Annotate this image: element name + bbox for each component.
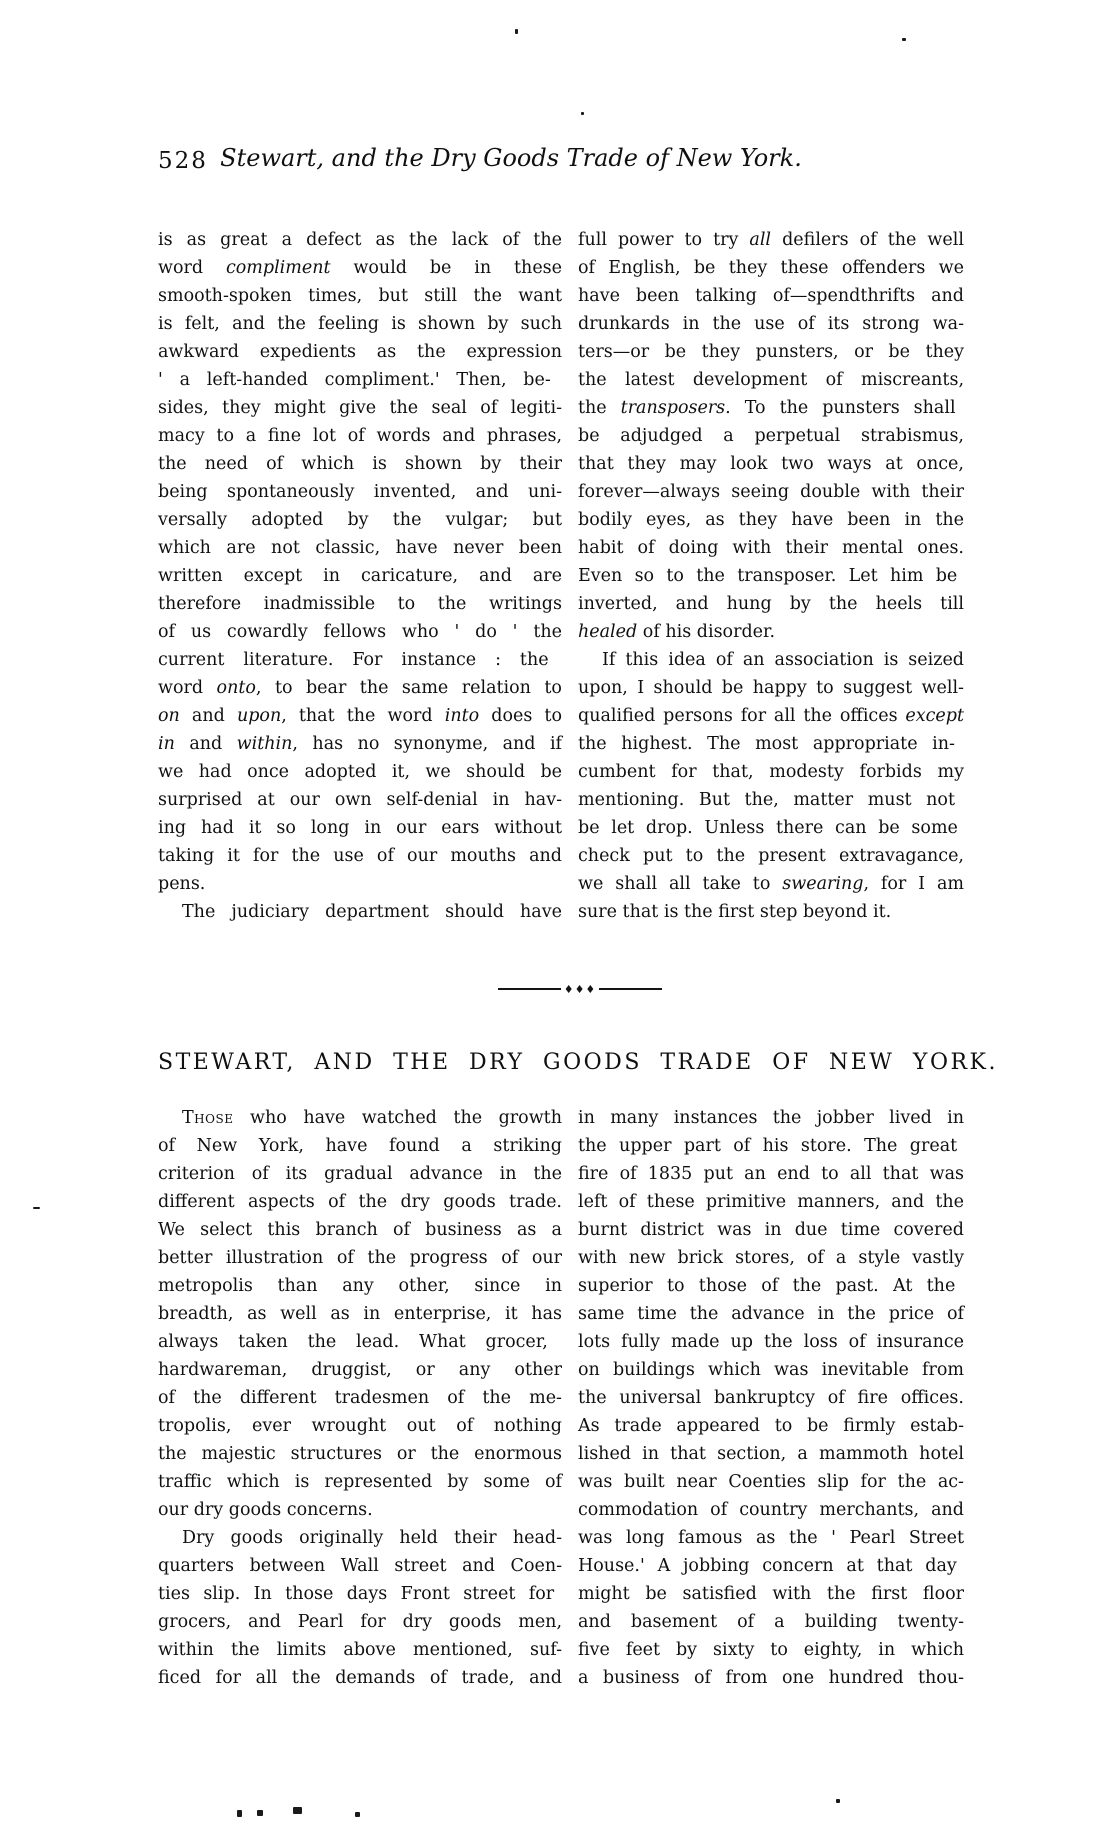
- text-line: ficed for all the demands of trade, and: [158, 1668, 562, 1688]
- running-head: [158, 144, 964, 184]
- left-column: [158, 226, 562, 926]
- right-column: [578, 1104, 964, 1692]
- text-line: being spontaneously invented, and uni-: [158, 482, 563, 502]
- text-line: might be satisfied with the first floor: [578, 1584, 965, 1604]
- text-line: sides, they might give the seal of legiti-: [158, 398, 562, 418]
- text-line: the upper part of his store. The great: [578, 1136, 958, 1156]
- text-line: ties slip. In those days Front street for: [158, 1584, 555, 1604]
- text-line: macy to a fine lot of words and phrases,: [158, 426, 563, 446]
- section-stewart-article: [158, 1104, 964, 1692]
- text-line: drunkards in the use of its strong wa-: [578, 314, 964, 334]
- text-line: the latest development of miscreants,: [578, 370, 965, 390]
- text-line: surprised at our own self-denial in hav-: [158, 790, 562, 810]
- text-line: check put to the present extravagance,: [578, 846, 964, 866]
- text-line: always taken the lead. What grocer,: [158, 1332, 548, 1352]
- text-line: better illustration of the progress of our: [158, 1248, 562, 1268]
- text-line: grocers, and Pearl for dry goods men,: [158, 1612, 563, 1632]
- section-essay-conclusion: [158, 226, 964, 926]
- text-line: tropolis, ever wrought out of nothing: [158, 1416, 562, 1436]
- right-column: [578, 226, 964, 926]
- text-line: burnt district was in due time covered: [578, 1220, 964, 1240]
- text-line: the transposers. To the punsters shall: [578, 398, 956, 418]
- scan-speck: [257, 1810, 263, 1816]
- text-line: criterion of its gradual advance in the: [158, 1164, 563, 1184]
- text-line: have been talking of—spendthrifts and: [578, 286, 964, 306]
- scan-speck: [237, 1810, 242, 1817]
- text-line: be let drop. Unless there can be some: [578, 818, 958, 838]
- scan-speck: [293, 1807, 302, 1814]
- text-line: a business of from one hundred thou-: [578, 1668, 965, 1688]
- left-column: [158, 1104, 562, 1692]
- text-line: on buildings which was inevitable from: [578, 1360, 965, 1380]
- text-line: inverted, and hung by the heels till: [578, 594, 965, 614]
- text-line: that they may look two ways at once,: [578, 454, 964, 474]
- text-line: word onto, to bear the same relation to: [158, 678, 562, 698]
- scan-speck: [355, 1812, 360, 1817]
- text-line: traffic which is represented by some of: [158, 1472, 563, 1492]
- text-line: five feet by sixty to eighty, in which: [578, 1640, 964, 1660]
- text-line: of English, be they these offenders we: [578, 258, 964, 278]
- text-line: of the different tradesmen of the me-: [158, 1388, 562, 1408]
- text-line: left of these primitive manners, and the: [578, 1192, 965, 1212]
- text-line: quarters between Wall street and Coen-: [158, 1556, 563, 1576]
- text-line: different aspects of the dry goods trade.: [158, 1192, 562, 1212]
- text-line: ' a left-handed compliment.' Then, be-: [158, 370, 551, 390]
- text-line: of New York, have found a striking: [158, 1136, 562, 1156]
- text-line: word compliment would be in these: [158, 258, 563, 278]
- page-number: 528: [158, 148, 208, 174]
- divider-rule-left: [498, 988, 561, 990]
- text-line: current literature. For instance : the: [158, 650, 549, 670]
- text-line: the universal bankruptcy of fire offices.: [578, 1388, 964, 1408]
- text-line: We select this branch of business as a: [158, 1220, 562, 1240]
- text-line: cumbent for that, modesty forbids my: [578, 762, 964, 782]
- text-line: forever—always seeing double with their: [578, 482, 964, 502]
- scan-speck: [33, 1207, 40, 1209]
- text-line: in many instances the jobber lived in: [578, 1108, 964, 1128]
- text-line: taking it for the use of our mouths and: [158, 846, 563, 866]
- text-line: versally adopted by the vulgar; but: [158, 510, 562, 530]
- text-line: be adjudged a perpetual strabismus,: [578, 426, 964, 446]
- scan-speck: [902, 38, 906, 41]
- text-line: upon, I should be happy to suggest well-: [578, 678, 964, 698]
- running-title: Stewart, and the Dry Goods Trade of New York.: [220, 144, 802, 172]
- text-line: smooth-spoken times, but still the want: [158, 286, 562, 306]
- text-line: ing had it so long in our ears without: [158, 818, 563, 838]
- text-line: superior to those of the past. At the: [578, 1276, 956, 1296]
- text-line: mentioning. But the, matter must not: [578, 790, 955, 810]
- text-line: hardwareman, druggist, or any other: [158, 1360, 562, 1380]
- scan-speck: [581, 112, 584, 115]
- text-line: House.' A jobbing concern at that day: [578, 1556, 957, 1576]
- text-line: Dry goods originally held their head-: [182, 1528, 563, 1548]
- text-line: The judiciary department should have: [182, 902, 562, 922]
- text-line: therefore inadmissible to the writings: [158, 594, 562, 614]
- text-line: written except in caricature, and are: [158, 566, 563, 586]
- text-line: lished in that section, a mammoth hotel: [578, 1444, 964, 1464]
- text-line: is felt, and the feeling is shown by such: [158, 314, 562, 334]
- text-line: breadth, as well as in enterprise, it has: [158, 1304, 562, 1324]
- text-line: the highest. The most appropriate in-: [578, 734, 955, 754]
- text-line: healed of his disorder.: [578, 622, 776, 642]
- text-line: If this idea of an association is seized: [602, 650, 965, 670]
- text-line: in and within, has no synonyme, and if: [158, 734, 563, 754]
- text-line: Even so to the transposer. Let him be: [578, 566, 958, 586]
- text-line: the need of which is shown by their: [158, 454, 562, 474]
- text-line: qualified persons for all the offices except: [578, 706, 965, 726]
- text-line: was built near Coenties slip for the ac-: [578, 1472, 964, 1492]
- text-line: Those who have watched the growth: [182, 1108, 562, 1128]
- divider-diamonds-ornament: ♦♦♦: [563, 982, 597, 996]
- text-line: of us cowardly fellows who ' do ' the: [158, 622, 562, 642]
- text-line: we had once adopted it, we should be: [158, 762, 563, 782]
- text-line: bodily eyes, as they have been in the: [578, 510, 965, 530]
- scan-speck: [515, 29, 518, 34]
- text-line: is as great a defect as the lack of the: [158, 230, 562, 250]
- text-line: was long famous as the ' Pearl Street: [578, 1528, 964, 1548]
- text-line: pens.: [158, 874, 206, 894]
- scan-speck: [836, 1799, 840, 1803]
- article-heading: STEWART, AND THE DRY GOODS TRADE OF NEW YORK.: [158, 1050, 998, 1075]
- section-divider: [498, 982, 662, 996]
- text-line: we shall all take to swearing, for I am: [578, 874, 964, 894]
- text-line: fire of 1835 put an end to all that was: [578, 1164, 964, 1184]
- text-line: As trade appeared to be firmly estab-: [578, 1416, 964, 1436]
- text-line: same time the advance in the price of: [578, 1304, 964, 1324]
- text-line: the majestic structures or the enormous: [158, 1444, 563, 1464]
- text-line: metropolis than any other, since in: [158, 1276, 562, 1296]
- text-line: and basement of a building twenty-: [578, 1612, 965, 1632]
- text-line: lots fully made up the loss of insurance: [578, 1332, 965, 1352]
- text-line: with new brick stores, of a style vastly: [578, 1248, 965, 1268]
- text-line: habit of doing with their mental ones.: [578, 538, 964, 558]
- text-line: which are not classic, have never been: [158, 538, 562, 558]
- text-line: our dry goods concerns.: [158, 1500, 373, 1520]
- text-line: sure that is the first step beyond it.: [578, 902, 892, 922]
- text-line: commodation of country merchants, and: [578, 1500, 964, 1520]
- text-line: awkward expedients as the expression: [158, 342, 562, 362]
- text-line: on and upon, that the word into does to: [158, 706, 563, 726]
- divider-rule-right: [599, 988, 662, 990]
- text-line: ters—or be they punsters, or be they: [578, 342, 964, 362]
- text-line: full power to try all defilers of the well: [578, 230, 964, 250]
- text-line: within the limits above mentioned, suf-: [158, 1640, 562, 1660]
